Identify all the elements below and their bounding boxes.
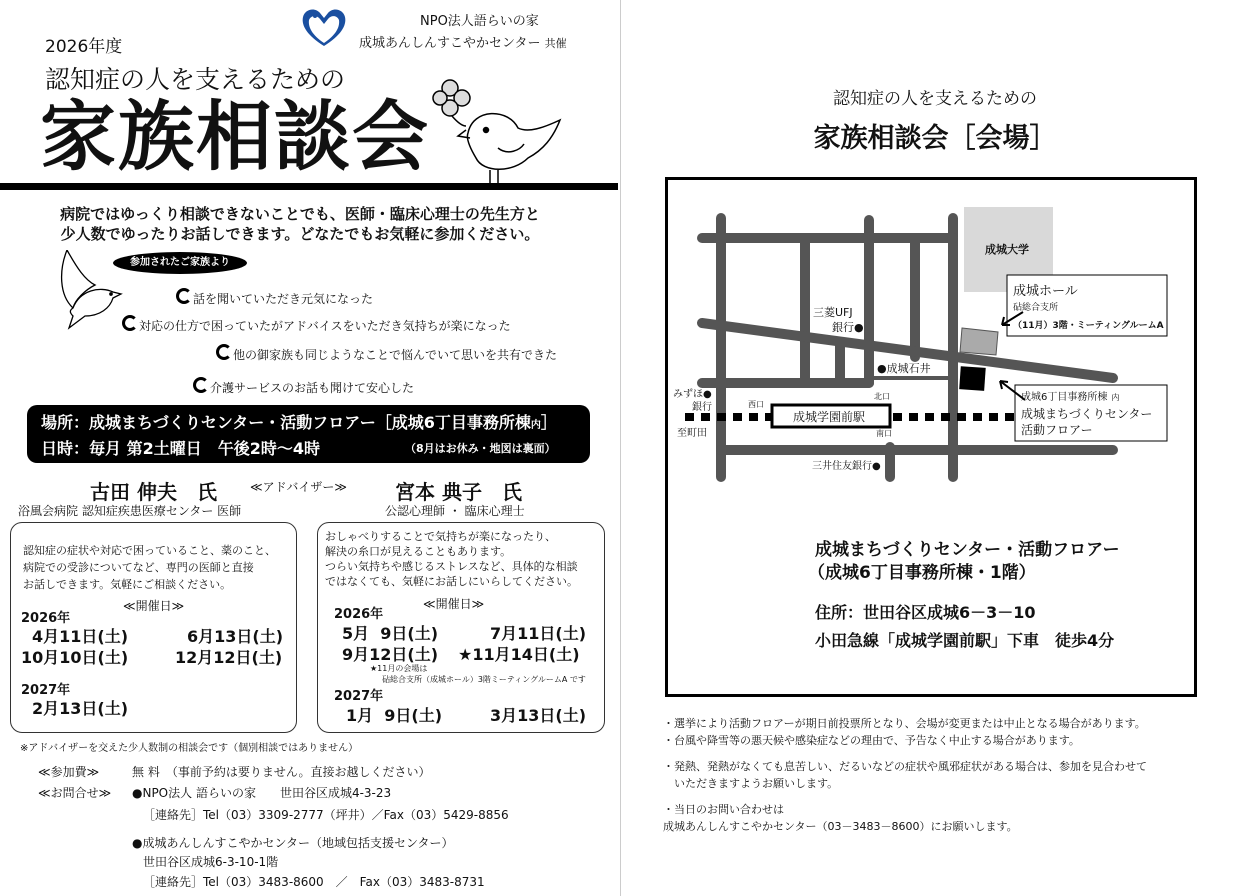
note: ・台風や降雪等の悪天候や感染症などの理由で、予告なく中止する場合があります。 [663, 734, 1080, 747]
page-title: 家族相談会 [40, 92, 430, 181]
date: 7月11日(土) [490, 624, 587, 643]
organizer-center-name: 成城あんしんすこやかセンター [359, 36, 541, 51]
map-label-ishii: ●成城石井 [877, 362, 931, 375]
testimonial: 他の御家族も同じようなことで悩んでいて思いを共有できた [216, 344, 557, 363]
contact-npo-tel: ［連絡先］Tel（03）3309-2777（坪井）／Fax（03）5429-8856 [143, 808, 509, 822]
map-label-university: 成城大学 [985, 243, 1029, 256]
advisor1-description [23, 542, 276, 593]
venue-name: 成城まちづくりセンター・活動フロアー [815, 540, 1120, 560]
intro-line-1: 病院ではゆっくり相談できないことでも、医師・臨床心理士の先生方と [60, 205, 540, 223]
right-subtitle: 認知症の人を支えるための [833, 89, 1037, 109]
year-2027: 2027年 [334, 689, 384, 704]
testimonial: 介護サービスのお話も聞けて安心した [193, 377, 414, 396]
advisor2-name: 宮本 典子 氏 [395, 480, 522, 504]
map-label-venue-building [1021, 390, 1119, 403]
venue-access: 小田急線「成城学園前駅」下車 徒歩4分 [815, 631, 1115, 650]
date: 12月12日(土) [175, 648, 283, 667]
date: 10月10日(土) [21, 648, 129, 667]
desc-line: ではなくても、気軽にお話しにいらしてください。 [325, 575, 578, 588]
place-suffix: 内 [530, 420, 541, 431]
bird-with-flower-icon [428, 78, 588, 186]
fiscal-year: 2026年度 [45, 37, 123, 57]
footnote: ※アドバイザーを交えた少人数制の相談会です（個別相談ではありません） [20, 743, 359, 754]
dates-label: ≪開催日≫ [123, 599, 185, 613]
map-label-machida: 至町田 [677, 428, 707, 439]
seijo-hall-building [960, 328, 998, 355]
testimonial: 話を聞いていただき元気になった [176, 288, 373, 307]
note: 成城あんしんすこやかセンター（03－3483－8600）にお願いします。 [663, 820, 1018, 833]
map-label-south-exit: 南口 [876, 429, 892, 438]
map-label-west-exit: 西口 [748, 400, 764, 409]
note: ・選挙により活動フロアーが期日前投票所となり、会場が変更または中止となる場合があります。 [663, 717, 1146, 730]
intro-line-2: 少人数でゆったりお話しできます。どなたでもお気軽に参加ください。 [60, 225, 540, 243]
map-label-venue-center: 成城まちづくりセンター [1021, 407, 1153, 421]
testimonial: 対応の仕方で困っていたがアドバイスをいただき気持ちが楽になった [122, 315, 511, 334]
contact-center: ●成城あんしんすこやかセンター（地域包括支援センター） [132, 836, 454, 850]
advisor2-box [317, 522, 605, 733]
organizer-center [359, 32, 567, 51]
venue-address: 住所：世田谷区成城6－3－10 [815, 603, 1036, 622]
header-rule [0, 183, 618, 190]
date: 9月12日(土) [342, 645, 439, 664]
map-label-venue-floor: 活動フロアー [1021, 423, 1093, 437]
year-2026: 2026年 [334, 607, 384, 622]
year-2026: 2026年 [21, 611, 71, 626]
venue-building-suffix: 内 [1111, 393, 1120, 402]
advisor1-name: 古田 伸夫 氏 [90, 480, 217, 504]
advisor-label: ≪アドバイザー≫ [250, 480, 347, 494]
datetime-note: （8月はお休み・地図は裏面） [405, 442, 556, 455]
date: 6月13日(土) [187, 627, 284, 646]
contact-label: ≪お問合せ≫ [38, 786, 112, 800]
fee-label: ≪参加費≫ [38, 765, 100, 779]
contact-npo: ●NPO法人 語らいの家 世田谷区成城4-3-23 [132, 786, 392, 800]
date: 4月11日(土) [32, 627, 129, 646]
map-label-hall-room: （11月）3階・ミーティングルームA [1013, 321, 1164, 331]
desc-line: つらい気持ちや感じるストレスなど、具体的な相談 [325, 560, 578, 573]
date: 5月 9日(土) [342, 624, 439, 643]
date: 2月13日(土) [32, 699, 129, 718]
advisor1-box [10, 522, 297, 733]
family-voice-bubble: 参加されたご家族より [113, 252, 247, 274]
map-label-hall-sub: 砧総合支所 [1013, 303, 1059, 313]
notes [663, 715, 1147, 835]
venue-building: （成城6丁目事務所棟・1階） [808, 563, 1036, 583]
note: いただきますようお願いします。 [663, 777, 839, 790]
cohost-label: 共催 [544, 37, 567, 50]
desc-line: 解決の糸口が見えることもあります。 [325, 545, 512, 558]
map-label-mizuho-bank: 銀行 [692, 402, 712, 413]
right-title: 家族相談会［会場］ [813, 123, 1057, 154]
note: ・発熱、発熱がなくても息苦しい、だるいなどの症状や風邪症状がある場合は、参加を見合わせて [663, 760, 1147, 773]
map-label-smbc: 三井住友銀行● [812, 461, 881, 472]
contact-center-address: 世田谷区成城6-3-10-1階 [143, 855, 279, 869]
desc-line: 認知症の症状や対応で困っていること、薬のこと、 [23, 544, 276, 557]
map-label-north-exit: 北口 [874, 392, 890, 401]
fee-value: 無 料 （事前予約は要りません。直接お越しください） [132, 765, 431, 779]
desc-line: お話しできます。気軽にご相談ください。 [23, 578, 232, 591]
page-divider [620, 0, 621, 896]
map-label-ufj-bank: 銀行● [832, 321, 864, 334]
desc-line: 病院での受診についてなど、専門の医師と直接 [23, 561, 254, 574]
november-note: ★11月の会場は [370, 664, 428, 673]
note: ・当日のお問い合わせは [663, 803, 784, 816]
dates-label: ≪開催日≫ [423, 597, 485, 611]
desc-line: おしゃべりすることで気持ちが楽になったり、 [325, 530, 556, 543]
map-label-hall: 成城ホール [1013, 284, 1078, 299]
heart-logo-icon [300, 6, 348, 48]
subtitle: 認知症の人を支えるための [45, 65, 346, 94]
map-label-station: 成城学園前駅 [793, 410, 866, 424]
map-label-mizuho: みずほ● [673, 389, 712, 400]
advisor2-description [325, 529, 578, 589]
year-2027: 2027年 [21, 683, 71, 698]
place-text: 場所：成城まちづくりセンター・活動フロアー［成城6丁目事務所棟 [41, 413, 531, 432]
date: 1月 9日(土) [346, 706, 443, 725]
venue-building [959, 366, 986, 391]
place [41, 410, 557, 433]
advisor2-title: 公認心理師 ・ 臨床心理士 [385, 504, 525, 518]
date: ★11月14日(土) [458, 645, 580, 664]
november-note-venue: 砧総合支所（成城ホール）3階ミーティングルームA です [382, 675, 586, 684]
venue-building-name: 成城6丁目事務所棟 [1021, 392, 1108, 403]
place-end: ］ [540, 413, 557, 432]
organizer-npo: NPO法人語らいの家 [420, 14, 539, 29]
advisor1-title: 浴風会病院 認知症疾患医療センター 医師 [18, 504, 242, 518]
datetime: 日時：毎月 第2土曜日 午後2時～4時 [41, 439, 320, 458]
map-label-ufj: 三菱UFJ [813, 306, 853, 319]
place-datetime-box [27, 405, 590, 463]
contact-center-tel: ［連絡先］Tel（03）3483-8600 ／ Fax（03）3483-8731 [143, 875, 485, 889]
date: 3月13日(土) [490, 706, 587, 725]
